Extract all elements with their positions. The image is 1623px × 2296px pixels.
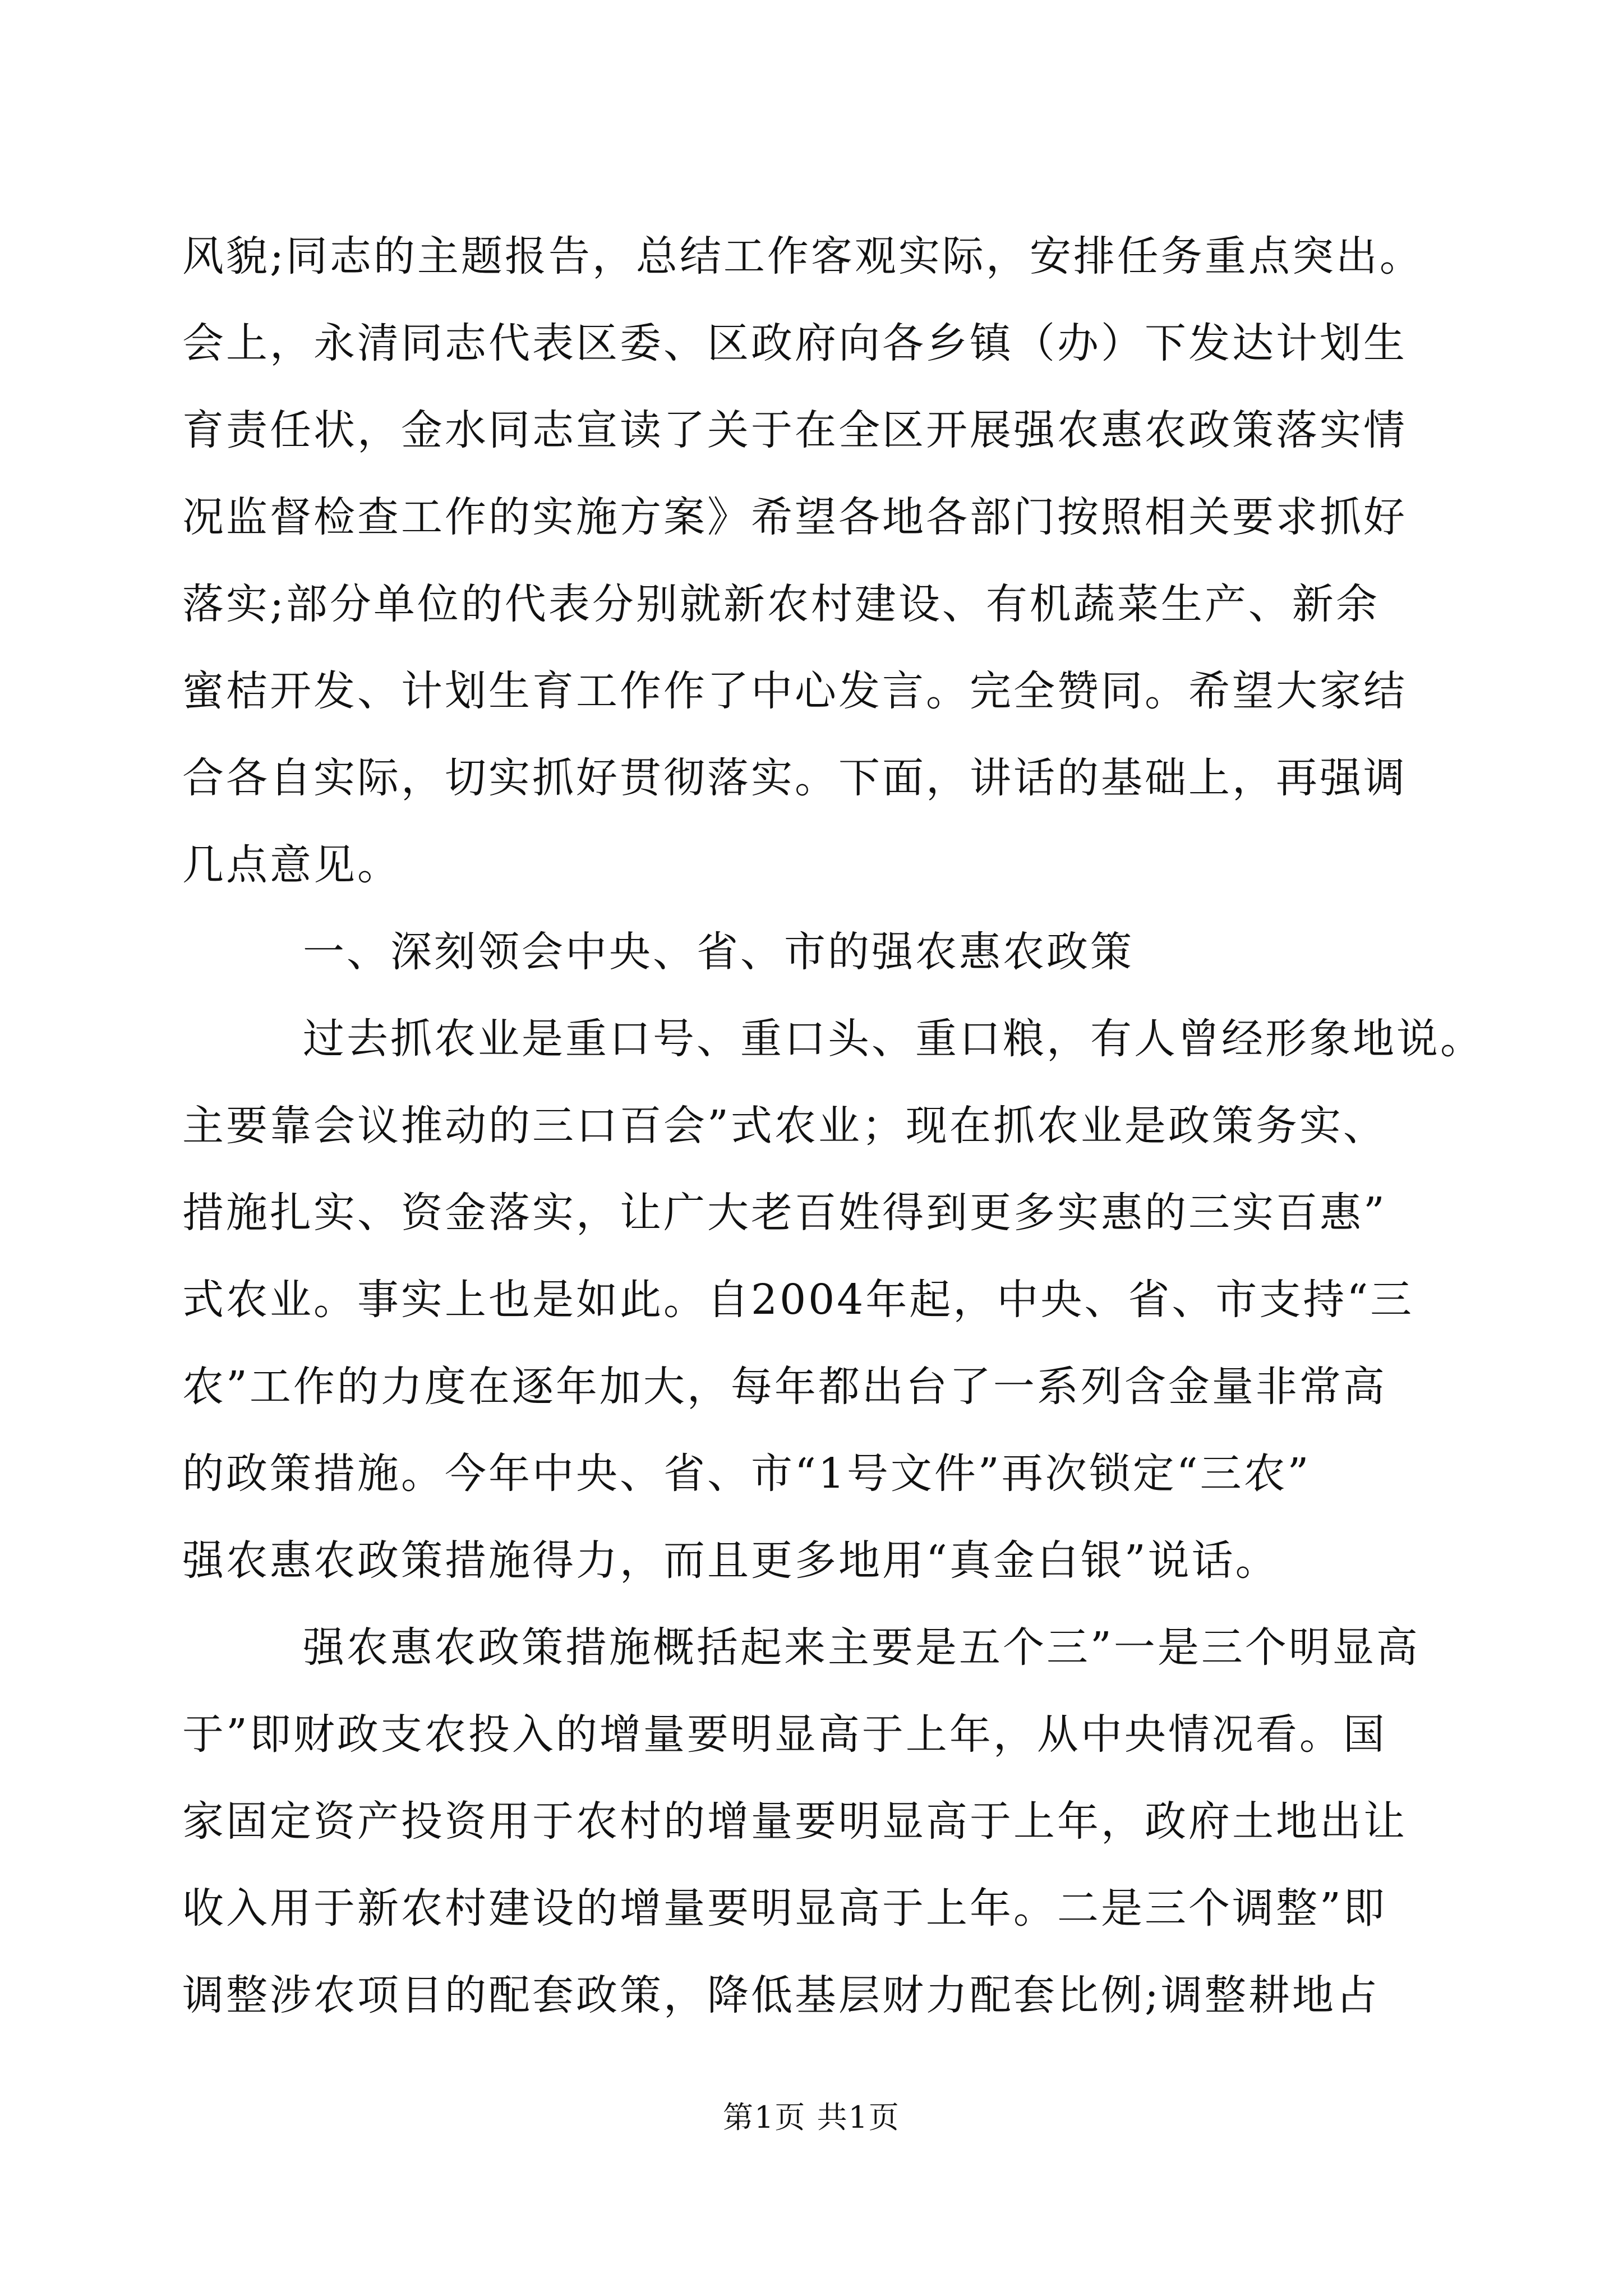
paragraph-line: 落实;部分单位的代表分别就新农村建设、有机蔬菜生产、新余	[182, 580, 1380, 628]
paragraph-line: 农”工作的力度在逐年加大，每年都出台了一系列含金量非常高	[182, 1363, 1387, 1411]
paragraph-line: 强农惠农政策措施概括起来主要是五个三”一是三个明显高	[303, 1623, 1420, 1672]
paragraph-line: 合各自实际，切实抓好贯彻落实。下面，讲话的基础上，再强调	[182, 754, 1407, 802]
paragraph-line: 的政策措施。今年中央、省、市“1号文件”再次锁定“三农”	[182, 1450, 1311, 1498]
paragraph-line: 育责任状，金水同志宣读了关于在全区开展强农惠农政策落实情	[182, 406, 1407, 454]
paragraph-line: 主要靠会议推动的三口百会”式农业；现在抓农业是政策务实、	[182, 1102, 1387, 1150]
page-footer: 第1页 共1页	[723, 2100, 900, 2135]
paragraph-line: 收入用于新农村建设的增量要明显高于上年。二是三个调整”即	[182, 1884, 1387, 1932]
paragraph-line: 于”即财政支农投入的增量要明显高于上年，从中央情况看。国	[182, 1710, 1387, 1759]
document-body	[182, 213, 1484, 2039]
paragraph-line: 风貌;同志的主题报告，总结工作客观实际，安排任务重点突出。	[182, 232, 1423, 280]
paragraph-line: 会上，永清同志代表区委、区政府向各乡镇（办）下发达计划生	[182, 319, 1407, 367]
paragraph-line: 况监督检查工作的实施方案》希望各地各部门按照相关要求抓好	[182, 493, 1407, 541]
paragraph-line: 几点意见。	[182, 841, 401, 889]
section-heading: 一、深刻领会中央、省、市的强农惠农政策	[303, 928, 1134, 976]
paragraph-line: 过去抓农业是重口号、重口头、重口粮，有人曾经形象地说。	[303, 1015, 1484, 1063]
paragraph-line: 式农业。事实上也是如此。自2004年起，中央、省、市支持“三	[182, 1276, 1414, 1324]
paragraph-line: 家固定资产投资用于农村的增量要明显高于上年，政府土地出让	[182, 1797, 1407, 1846]
paragraph-line: 强农惠农政策措施得力，而且更多地用“真金白银”说话。	[182, 1536, 1279, 1585]
paragraph-line: 措施扎实、资金落实，让广大老百姓得到更多实惠的三实百惠”	[182, 1189, 1387, 1237]
paragraph-line: 蜜桔开发、计划生育工作作了中心发言。完全赞同。希望大家结	[182, 667, 1407, 715]
paragraph-line: 调整涉农项目的配套政策，降低基层财力配套比例;调整耕地占	[182, 1971, 1380, 2019]
